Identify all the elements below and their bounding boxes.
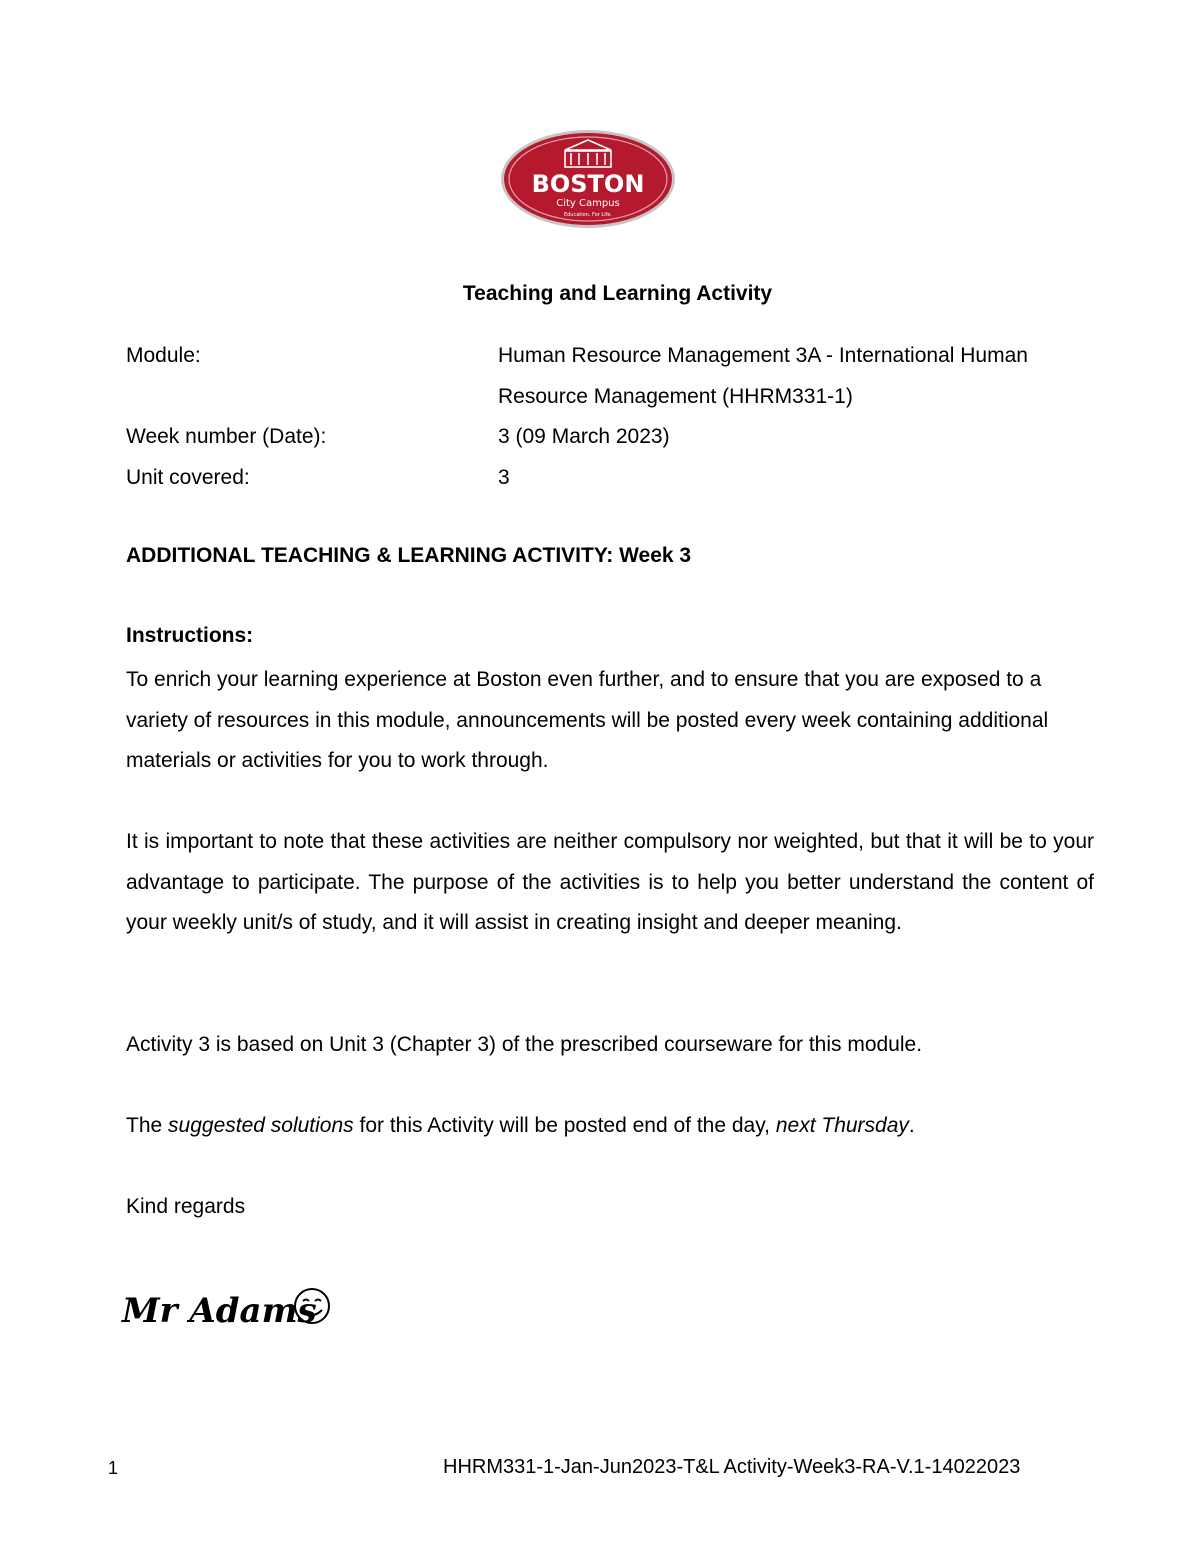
suggested-solutions-emphasis: suggested solutions xyxy=(168,1114,354,1137)
svg-text:BOSTON: BOSTON xyxy=(531,170,645,198)
solutions-paragraph xyxy=(126,1106,1094,1147)
module-info-table xyxy=(126,336,1106,498)
activity-basis-paragraph: Activity 3 is based on Unit 3 (Chapter 3) of the prescribed courseware for this module. xyxy=(126,1033,923,1056)
closing-text: Kind regards xyxy=(126,1195,246,1218)
svg-text:Education. For Life.: Education. For Life. xyxy=(563,212,613,218)
solutions-text-b: for this Activity will be posted end of the day, xyxy=(353,1114,776,1137)
signature xyxy=(120,1276,350,1346)
unit-value: 3 xyxy=(498,465,510,489)
page-number: 1 xyxy=(108,1458,119,1478)
module-row xyxy=(126,336,1106,417)
document-code: HHRM331-1-Jan-Jun2023-T&L Activity-Week3-RA-V.1-14022023 xyxy=(443,1456,1021,1478)
unit-row xyxy=(126,458,1106,499)
instructions-heading: Instructions: xyxy=(126,624,254,647)
module-value xyxy=(498,336,1106,417)
module-value-line1: Human Resource Management 3A - International Human xyxy=(498,344,1028,367)
note-paragraph: It is important to note that these activities are neither compulsory nor weighted, but that it will be to your advantage to participate. The purpose of the activities is to help you better understand the content of your weekly unit/s of study, and it will assist in creating insight and deeper meaning. xyxy=(126,830,1094,934)
week-label: Week number (Date): xyxy=(126,425,327,448)
boston-city-campus-logo xyxy=(499,128,677,230)
instructions-paragraph: To enrich your learning experience at Boston even further, and to ensure that you are exposed to a variety of resources in this module, announcements will be posted every week containing additional materials or activities for you to work through. xyxy=(126,668,1049,772)
solutions-text-c: . xyxy=(908,1114,915,1137)
unit-label: Unit covered: xyxy=(126,465,250,489)
svg-text:Mr Adams: Mr Adams xyxy=(122,1291,317,1331)
week-row xyxy=(126,417,1106,458)
module-value-line2: Resource Management (HHRM331-1) xyxy=(498,384,853,408)
activity-heading: ADDITIONAL TEACHING & LEARNING ACTIVITY: Week 3 xyxy=(126,544,692,567)
week-value: 3 (09 March 2023) xyxy=(498,425,670,448)
document-title: Teaching and Learning Activity xyxy=(462,282,773,305)
module-label: Module: xyxy=(126,344,201,367)
solutions-text-a: The xyxy=(126,1114,169,1137)
svg-text:City Campus: City Campus xyxy=(556,198,620,209)
next-thursday-emphasis: next Thursday xyxy=(775,1114,909,1137)
